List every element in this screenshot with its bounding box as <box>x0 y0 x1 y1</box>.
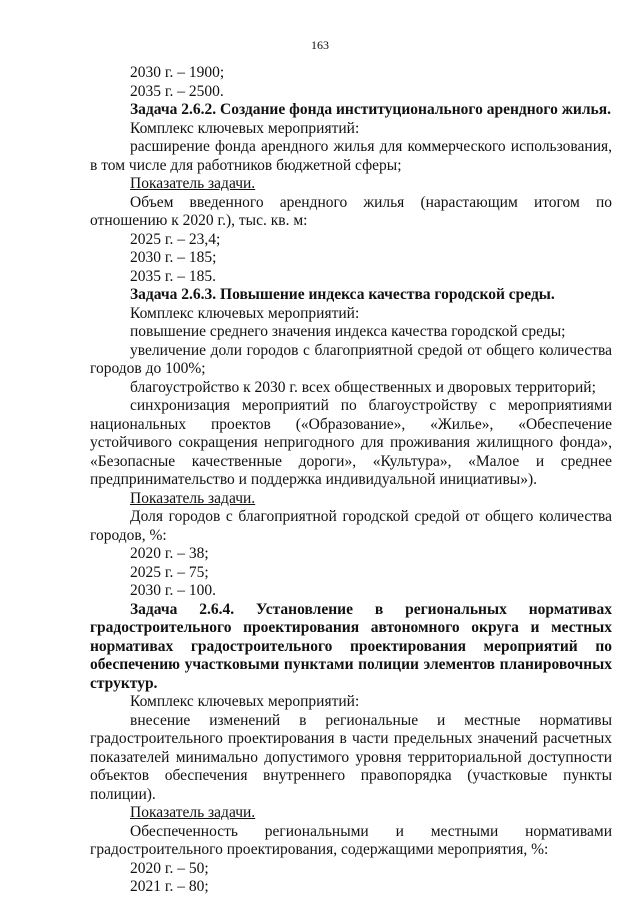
task-heading: Задача 2.6.4. Установление в региональных нормативах градостроительного проектирования автономного округа и местных нормативах градостроительного проектирования мероприятий по обеспечению участковыми пунктами полиции элементов планировочных структур. <box>90 600 612 692</box>
paragraph: благоустройство к 2030 г. всех общественных и дворовых территорий; <box>130 378 596 396</box>
paragraph: 2035 г. – 185. <box>130 267 216 285</box>
paragraph: 2030 г. – 185; <box>130 249 217 266</box>
task-heading: Задача 2.6.2. Создание фонда институционального арендного жилья. <box>130 101 612 118</box>
paragraph: 2020 г. – 38; <box>130 545 209 562</box>
paragraph: Комплекс ключевых мероприятий: <box>130 304 360 322</box>
paragraph: синхронизация мероприятий по благоустройству с мероприятиями национальных проектов («Образование», «Жилье», «Обеспечение устойчивого сокращения непригодного для проживания жилищного фонда», «Безопасные качественные дороги», «Культура», «Малое и среднее предпринимательство и поддержка индивидуальной инициативы»). <box>90 397 612 488</box>
document-body <box>90 64 612 897</box>
paragraph: Обеспеченность региональными и местными нормативами градостроительного проектирования, содержащими мероприятия, %: <box>90 822 612 858</box>
paragraph: 2030 г. – 1900; <box>130 64 225 81</box>
indicator-heading: Показатель задачи. <box>130 489 256 507</box>
paragraph: 2025 г. – 23,4; <box>130 230 221 248</box>
paragraph: внесение изменений в региональные и местные нормативы градостроительного проектирования в части предельных значений расчетных показателей минимально допустимого уровня территориальной доступности объектов обеспечения внутреннего правопорядка (участковые пункты полиции). <box>90 711 612 803</box>
paragraph: 2025 г. – 75; <box>130 563 209 581</box>
page-number: 163 <box>311 38 329 52</box>
paragraph: повышение среднего значения индекса качества городской среды; <box>130 323 566 340</box>
paragraph: 2021 г. – 80; <box>130 878 209 895</box>
paragraph: расширение фонда арендного жилья для коммерческого использования, в том числе для работников бюджетной сферы; <box>90 138 612 174</box>
paragraph: 2030 г. – 100. <box>130 582 216 599</box>
paragraph: увеличение доли городов с благоприятной средой от общего количества городов до 100%; <box>90 341 612 377</box>
paragraph: Комплекс ключевых мероприятий: <box>130 119 360 137</box>
indicator-heading: Показатель задачи. <box>130 804 256 821</box>
paragraph: Объем введенного арендного жилья (нарастающим итогом по отношению к 2020 г.), тыс. кв. м: <box>90 193 612 229</box>
indicator-heading: Показатель задачи. <box>130 175 256 192</box>
paragraph: Комплекс ключевых мероприятий: <box>130 693 360 710</box>
paragraph: Доля городов с благоприятной городской средой от общего количества городов, %: <box>90 508 612 544</box>
paragraph: 2020 г. – 50; <box>130 859 209 877</box>
task-heading: Задача 2.6.3. Повышение индекса качества городской среды. <box>130 286 555 303</box>
paragraph: 2035 г. – 2500. <box>130 82 224 100</box>
